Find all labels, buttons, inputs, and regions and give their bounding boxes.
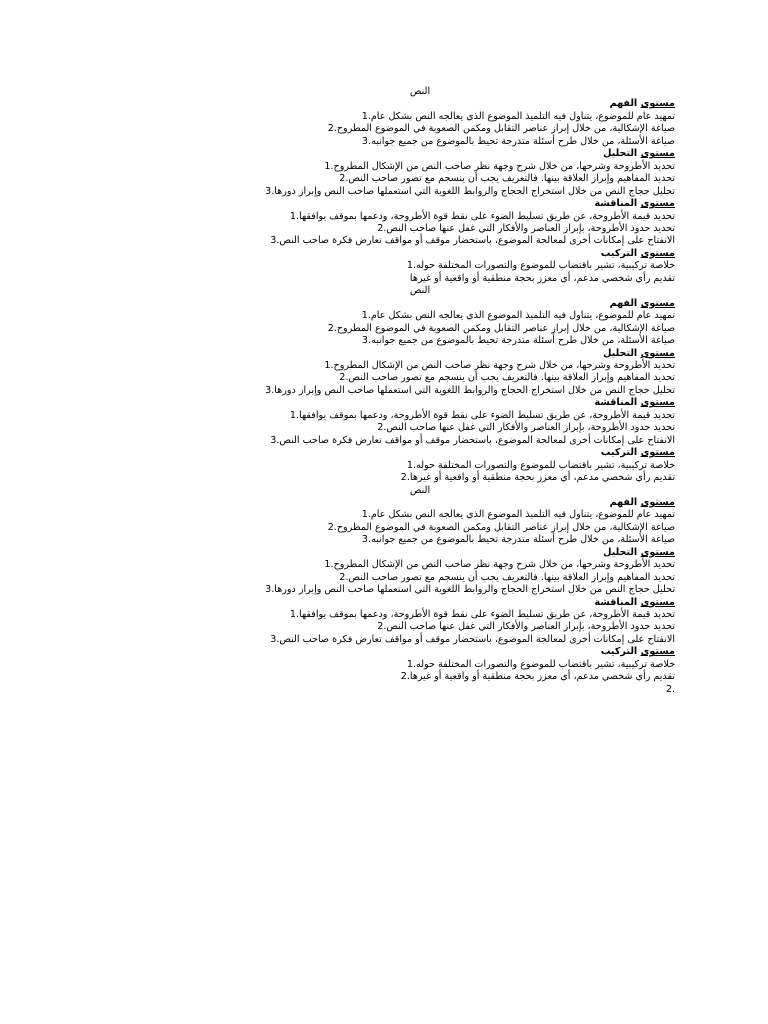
level-heading — [200, 497, 675, 509]
level-heading — [200, 597, 675, 609]
level-heading — [200, 397, 675, 409]
level-item: تمهيد عام للموضوع، يتناول فيه التلميذ الموضوع الذي يعالجه النص بشكل عام.1 — [361, 509, 675, 521]
level-item: تحديد قيمة الأطروحة، عن طريق تسليط الضوء على نقط قوة الأطروحة، ودعمها بموقف يوافقها.1 — [289, 210, 675, 222]
level-heading-word: مستوى — [640, 496, 675, 508]
level-heading-word: مستوى — [640, 247, 675, 259]
level-heading-word: مستوى — [640, 646, 675, 658]
level-item: تحديد المفاهيم وإبراز العلاقة بينها. فالتعريف يجب أن ينسجم مع تصور صاحب النص.2 — [339, 372, 675, 384]
level-heading-word: مستوى — [640, 347, 675, 359]
level-heading — [200, 298, 675, 310]
section-title: النص — [409, 484, 431, 496]
level-item: صياغة الإشكالية، من خلال إبراز عناصر التقابل ومكمن الصعوبة في الموضوع المطروح.2 — [327, 521, 675, 533]
text-section — [200, 485, 675, 684]
level-item: تحديد الأطروحة وشرحها، من خلال شرح وجهة نظر صاحب النص من الإشكال المطروح.1 — [324, 559, 675, 571]
level-item: تقديم رأي شخصي مدعم، أي معزز بحجة منطقية أو واقعية أو غيرها.2 — [400, 671, 675, 683]
level-item: تقديم رأي شخصي مدعم، أي معزز بحجة منطقية أو واقعية أو غيرها.2 — [400, 472, 675, 484]
level-heading-name: المناقشة — [594, 198, 638, 210]
level-heading — [200, 198, 675, 210]
level-item: تمهيد عام للموضوع، يتناول فيه التلميذ الموضوع الذي يعالجه النص بشكل عام.1 — [361, 310, 675, 322]
level-item: تحديد المفاهيم وإبراز العلاقة بينها. فالتعريف يجب أن ينسجم مع تصور صاحب النص.2 — [339, 173, 675, 185]
level-item: صياغة الأسئلة، من خلال طرح أسئلة متدرجة تحيط بالموضوع من جميع جوانبه.3 — [361, 135, 675, 147]
level-heading-name: التركيب — [600, 447, 638, 459]
level-heading-name: التحليل — [603, 546, 638, 558]
level-item: الانفتاح على إمكانات أخرى لمعالجة الموضوع، باستحضار موقف أو مواقف تعارض فكرة صاحب النص.3 — [270, 235, 675, 247]
level-heading-name: الفهم — [609, 297, 638, 309]
level-item: تحديد حدود الأطروحة، بإبراز العناصر والأفكار التي غفل عنها صاحب النص.2 — [377, 621, 675, 633]
level-heading — [200, 547, 675, 559]
level-item: صياغة الأسئلة، من خلال طرح أسئلة متدرجة تحيط بالموضوع من جميع جوانبه.3 — [361, 534, 675, 546]
level-item: الانفتاح على إمكانات أخرى لمعالجة الموضوع، باستحضار موقف أو مواقف تعارض فكرة صاحب النص.3 — [270, 434, 675, 446]
section-title: النص — [409, 285, 431, 297]
level-heading — [200, 148, 675, 160]
level-heading-word: مستوى — [640, 148, 675, 160]
level-heading-name: التحليل — [603, 148, 638, 160]
level-heading-word: مستوى — [640, 397, 675, 409]
level-item: تحديد قيمة الأطروحة، عن طريق تسليط الضوء على نقط قوة الأطروحة، ودعمها بموقف يوافقها.1 — [289, 609, 675, 621]
level-heading-word: مستوى — [640, 447, 675, 459]
level-heading-name: المناقشة — [594, 397, 638, 409]
level-item: خلاصة تركيبية، تشير باقتضاب للموضوع والتصورات المختلفة حوله.1 — [406, 658, 675, 670]
level-item: تحديد الأطروحة وشرحها، من خلال شرح وجهة نظر صاحب النص من الإشكال المطروح.1 — [324, 359, 675, 371]
level-item: صياغة الإشكالية، من خلال إبراز عناصر التقابل ومكمن الصعوبة في الموضوع المطروح.2 — [327, 123, 675, 135]
document-body — [200, 86, 675, 696]
level-heading-name: الفهم — [609, 98, 638, 110]
level-item: تحديد المفاهيم وإبراز العلاقة بينها. فالتعريف يجب أن ينسجم مع تصور صاحب النص.2 — [339, 571, 675, 583]
level-item: تحديد الأطروحة وشرحها، من خلال شرح وجهة نظر صاحب النص من الإشكال المطروح.1 — [324, 160, 675, 172]
level-heading-name: المناقشة — [594, 596, 638, 608]
level-heading-word: مستوى — [640, 98, 675, 110]
level-item: الانفتاح على إمكانات أخرى لمعالجة الموضوع، باستحضار موقف أو مواقف تعارض فكرة صاحب النص.3 — [270, 633, 675, 645]
level-item: تحليل حجاج النص من خلال استخراج الحجاج والروابط اللغوية التي استعملها صاحب النص وإبراز دورها.3 — [265, 384, 675, 396]
level-item: تمهيد عام للموضوع، يتناول فيه التلميذ الموضوع الذي يعالجه النص بشكل عام.1 — [361, 110, 675, 122]
text-section — [200, 285, 675, 484]
level-heading — [200, 98, 675, 110]
level-item: خلاصة تركيبية، تشير باقتضاب للموضوع والتصورات المختلفة حوله.1 — [406, 459, 675, 471]
level-heading-word: مستوى — [640, 596, 675, 608]
level-heading-word: مستوى — [640, 297, 675, 309]
level-heading-word: مستوى — [640, 546, 675, 558]
level-heading — [200, 447, 675, 459]
level-item: تحليل حجاج النص من خلال استخراج الحجاج والروابط اللغوية التي استعملها صاحب النص وإبراز دورها.3 — [265, 185, 675, 197]
trailing-text: .2 — [665, 683, 675, 695]
level-item: تحديد حدود الأطروحة، بإبراز العناصر والأفكار التي غفل عنها صاحب النص.2 — [377, 222, 675, 234]
level-item: صياغة الأسئلة، من خلال طرح أسئلة متدرجة تحيط بالموضوع من جميع جوانبه.3 — [361, 335, 675, 347]
level-item: خلاصة تركيبية، تشير باقتضاب للموضوع والتصورات المختلفة حوله.1 — [406, 260, 675, 272]
level-heading-word: مستوى — [640, 198, 675, 210]
level-heading — [200, 646, 675, 658]
text-section — [200, 86, 675, 285]
level-item: تحديد قيمة الأطروحة، عن طريق تسليط الضوء على نقط قوة الأطروحة، ودعمها بموقف يوافقها.1 — [289, 409, 675, 421]
level-item: تقديم رأي شخصي مدعم، أي معزز بحجة منطقية أو واقعية أو غيرها — [409, 272, 675, 284]
level-item: تحليل حجاج النص من خلال استخراج الحجاج والروابط اللغوية التي استعملها صاحب النص وإبراز دورها.3 — [265, 584, 675, 596]
section-title: النص — [409, 86, 431, 97]
level-item: تحديد حدود الأطروحة، بإبراز العناصر والأفكار التي غفل عنها صاحب النص.2 — [377, 422, 675, 434]
level-item: صياغة الإشكالية، من خلال إبراز عناصر التقابل ومكمن الصعوبة في الموضوع المطروح.2 — [327, 322, 675, 334]
level-heading-name: التركيب — [600, 247, 638, 259]
level-heading — [200, 248, 675, 260]
level-heading-name: التحليل — [603, 347, 638, 359]
level-heading — [200, 348, 675, 360]
level-heading-name: التركيب — [600, 646, 638, 658]
level-heading-name: الفهم — [609, 496, 638, 508]
